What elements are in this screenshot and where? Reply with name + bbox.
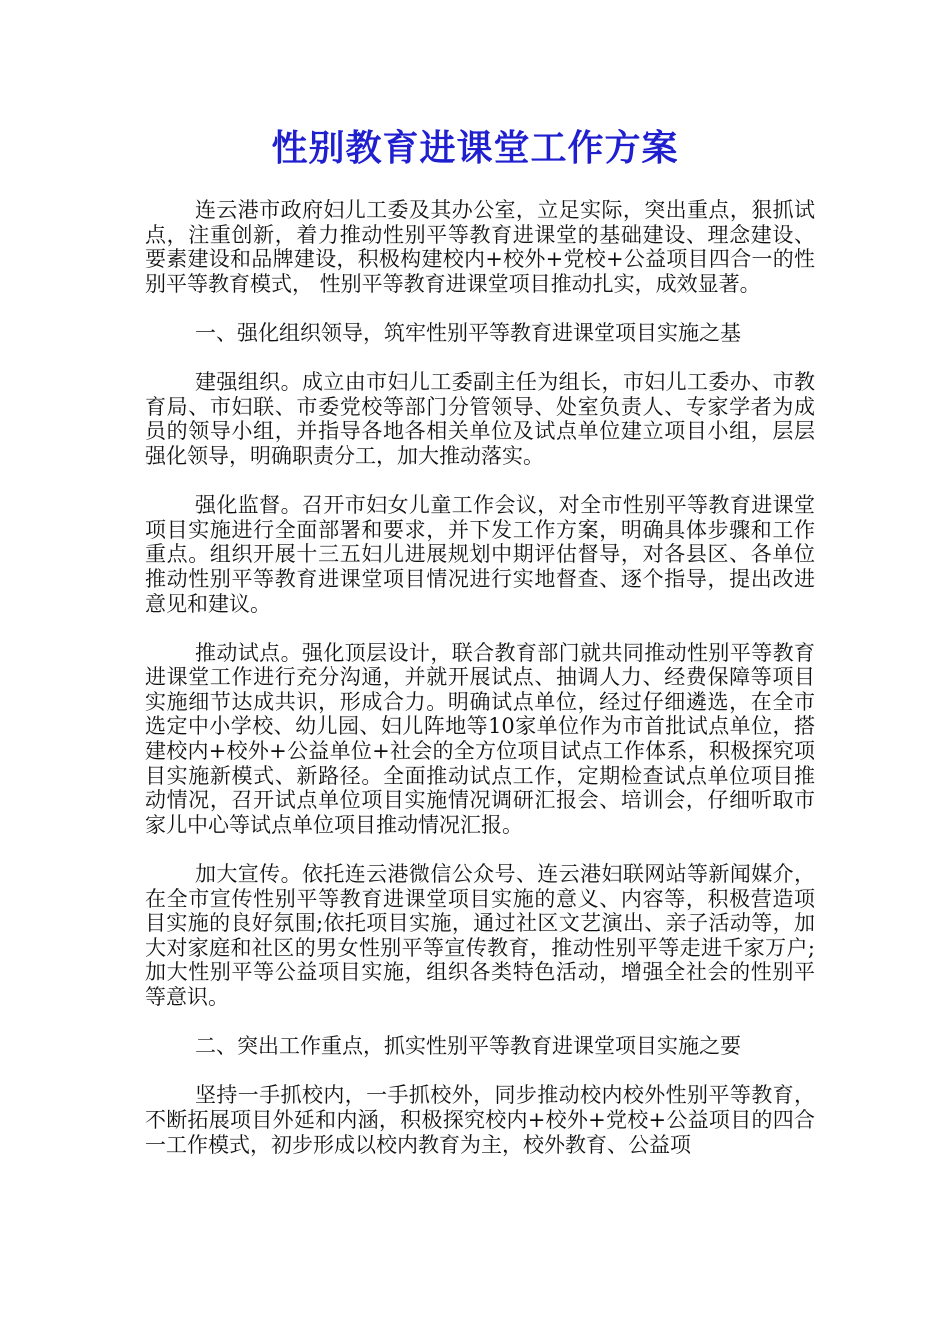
document-body xyxy=(145,198,815,1182)
paragraph-organization: 建强组织。成立由市妇儿工委副主任为组长，市妇儿工委办、市教育局、市妇联、市委党校等部门分管领导、处室负责人、专家学者为成员的领导小组，并指导各地各相关单位及试点单位建立项目小组，层层强化领导，明确职责分工，加大推动落实。 xyxy=(145,370,815,468)
paragraph-publicity: 加大宣传。依托连云港微信公众号、连云港妇联网站等新闻媒介，在全市宣传性别平等教育进课堂项目实施的意义、内容等，积极营造项目实施的良好氛围;依托项目实施，通过社区文艺演出、亲子活动等，加大对家庭和社区的男女性别平等宣传教育，推动性别平等走进千家万户;加大性别平等公益项目实施，组织各类特色活动，增强全社会的性别平等意识。 xyxy=(145,862,815,1009)
document-title: 性别教育进课堂工作方案 xyxy=(271,127,679,169)
paragraph-inside-outside: 坚持一手抓校内，一手抓校外，同步推动校内校外性别平等教育，不断拓展项目外延和内涵，积极探究校内+校外+党校+公益项目的四合一工作模式，初步形成以校内教育为主，校外教育、公益项 xyxy=(145,1083,815,1157)
intro-paragraph: 连云港市政府妇儿工委及其办公室，立足实际，突出重点，狠抓试点，注重创新，着力推动性别平等教育进课堂的基础建设、理念建设、要素建设和品牌建设，积极构建校内+校外+党校+公益项目四合一的性别平等教育模式， 性别平等教育进课堂项目推动扎实，成效显著。 xyxy=(145,198,815,296)
section-heading-1: 一、强化组织领导，筑牢性别平等教育进课堂项目实施之基 xyxy=(195,320,741,345)
section-heading-2: 二、突出工作重点，抓实性别平等教育进课堂项目实施之要 xyxy=(195,1034,741,1059)
paragraph-supervision: 强化监督。召开市妇女儿童工作会议，对全市性别平等教育进课堂项目实施进行全面部署和要求，并下发工作方案，明确具体步骤和工作重点。组织开展十三五妇儿进展规划中期评估督导，对各县区、各单位推动性别平等教育进课堂项目情况进行实地督查、逐个指导，提出改进意见和建议。 xyxy=(145,493,815,616)
paragraph-pilot: 推动试点。强化顶层设计，联合教育部门就共同推动性别平等教育进课堂工作进行充分沟通，并就开展试点、抽调人力、经费保障等项目实施细节达成共识，形成合力。明确试点单位，经过仔细遴选，在全市选定中小学校、幼儿园、妇儿阵地等10家单位作为市首批试点单位，搭建校内+校外+公益单位+社会的全方位项目试点工作体系，积极探究项目实施新模式、新路径。全面推动试点工作，定期检查试点单位项目推动情况，召开试点单位项目实施情况调研汇报会、培训会，仔细听取市家儿中心等试点单位项目推动情况汇报。 xyxy=(145,640,815,837)
